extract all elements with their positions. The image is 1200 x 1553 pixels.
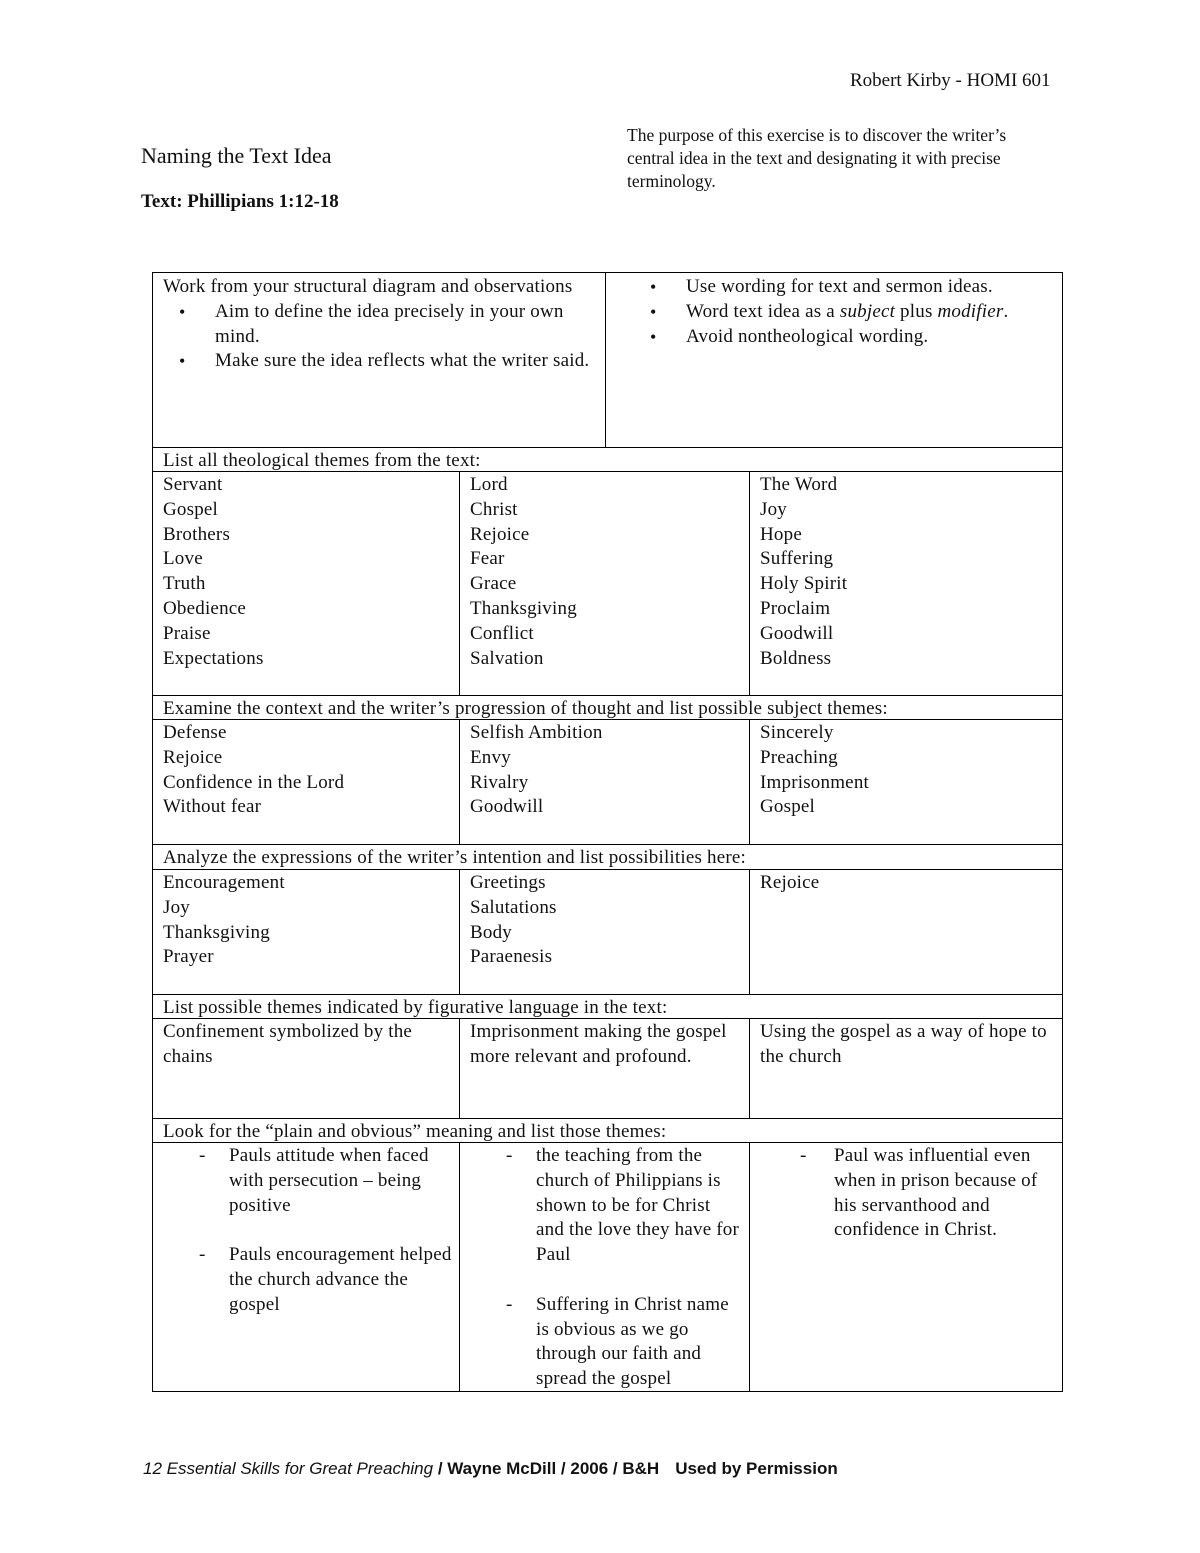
list-item: Defense: [163, 722, 227, 743]
list-item: Gospel: [163, 498, 219, 520]
plain-col-2: [460, 1142, 749, 1392]
footer-book-title: 12 Essential Skills for Great Preaching: [143, 1459, 434, 1478]
list-item: Prayer: [163, 946, 214, 968]
instruction-bullet: • Avoid nontheological wording.: [686, 325, 1051, 350]
list-item: Lord: [470, 474, 508, 495]
list-item: Goodwill: [760, 622, 834, 644]
list-item: Joy: [760, 498, 787, 520]
instruction-bullet: • Word text idea as a subject plus modifier.: [686, 300, 1051, 325]
themes-heading: List all theological themes from the text:: [163, 450, 481, 471]
figurative-col-2: Imprisonment making the gospel more relevant and profound.: [470, 1021, 727, 1067]
list-item: Rivalry: [470, 771, 529, 793]
purpose-statement: The purpose of this exercise is to discover the writer’s central idea in the text and designating it with precise terminology.: [627, 125, 1007, 191]
list-item: Sincerely: [760, 722, 834, 743]
footer-permission: Used by Permission: [675, 1459, 838, 1478]
list-item: Encouragement: [163, 872, 285, 893]
instructions-right-bullets: [616, 275, 1051, 349]
plain-col-3: [750, 1142, 1061, 1392]
figurative-col-3: Using the gospel as a way of hope to the church: [760, 1021, 1047, 1067]
worksheet-table: [152, 272, 1063, 1392]
footer-publication: / Wayne McDill / 2006 / B&H: [433, 1459, 660, 1478]
instruction-bullet: • Use wording for text and sermon ideas.: [686, 275, 1051, 300]
themes-col-2: [460, 471, 749, 695]
list-item: Goodwill: [470, 796, 544, 818]
list-item: Christ: [470, 498, 518, 520]
intention-col-2: [460, 869, 749, 994]
list-item: - Paul was influential even when in prison because of his servanthood and confidence in Christ.: [764, 1144, 1055, 1243]
list-item: - the teaching from the church of Philippians is shown to be for Christ and the love they have for Paul: [470, 1144, 743, 1268]
text-reference: Text: Phillipians 1:12-18: [141, 191, 339, 212]
context-col-3: [750, 719, 1061, 844]
themes-col-3: [750, 471, 1061, 695]
list-item: Thanksgiving: [163, 921, 270, 943]
instructions-left-bullets: [163, 300, 595, 374]
list-item: Proclaim: [760, 597, 831, 619]
list-item: Without fear: [163, 796, 262, 818]
instructions-right: [606, 273, 1061, 447]
intention-col-1: [153, 869, 459, 994]
list-item: Joy: [163, 896, 190, 918]
list-item: Envy: [470, 746, 511, 768]
plain-col-1: [153, 1142, 459, 1392]
list-item: Body: [470, 921, 512, 943]
plain-heading: Look for the “plain and obvious” meaning and list those themes:: [163, 1121, 667, 1142]
list-item: Salvation: [470, 647, 544, 669]
list-item: Servant: [163, 474, 223, 495]
intention-heading: Analyze the expressions of the writer’s intention and list possibilities here:: [163, 847, 747, 868]
list-item: Expectations: [163, 647, 264, 669]
list-item: Selfish Ambition: [470, 722, 603, 743]
instruction-bullet: • Aim to define the idea precisely in your own mind.: [215, 300, 595, 350]
figurative-col-1: Confinement symbolized by the chains: [163, 1021, 413, 1067]
list-item: Rejoice: [470, 523, 530, 545]
list-item: The Word: [760, 474, 838, 495]
instructions-intro: Work from your structural diagram and observations: [163, 276, 573, 297]
themes-col-1: [153, 471, 459, 695]
instruction-bullet: • Make sure the idea reflects what the writer said.: [215, 349, 595, 374]
list-item: Holy Spirit: [760, 573, 848, 595]
author-line: Robert Kirby - HOMI 601: [850, 70, 1051, 91]
list-item: Imprisonment: [760, 771, 869, 793]
list-item: Thanksgiving: [470, 597, 577, 619]
list-item: Love: [163, 548, 203, 570]
list-item: Gospel: [760, 796, 816, 818]
list-item: Suffering: [760, 548, 834, 570]
context-heading: Examine the context and the writer’s progression of thought and list possible subject themes:: [163, 698, 888, 719]
context-col-2: [460, 719, 749, 844]
list-item: Fear: [470, 548, 505, 570]
intention-col-3: [750, 869, 1061, 994]
list-item: Conflict: [470, 622, 534, 644]
page-title: Naming the Text Idea: [141, 143, 332, 168]
list-item: Confidence in the Lord: [163, 771, 345, 793]
footer-citation: [143, 1459, 838, 1479]
list-item: - Pauls attitude when faced with persecution – being positive: [163, 1144, 453, 1218]
figurative-heading: List possible themes indicated by figurative language in the text:: [163, 997, 668, 1018]
list-item: Boldness: [760, 647, 832, 669]
list-item: Hope: [760, 523, 802, 545]
list-item: Salutations: [470, 896, 557, 918]
list-item: Preaching: [760, 746, 838, 768]
instructions-left: [153, 273, 605, 447]
list-item: - Pauls encouragement helped the church advance the gospel: [163, 1243, 453, 1317]
list-item: Rejoice: [163, 746, 223, 768]
context-col-1: [153, 719, 459, 844]
list-item: Obedience: [163, 597, 247, 619]
list-item: Greetings: [470, 872, 546, 893]
list-item: - Suffering in Christ name is obvious as we go through our faith and spread the gospel: [470, 1293, 743, 1392]
list-item: Brothers: [163, 523, 231, 545]
list-item: Paraenesis: [470, 946, 553, 968]
list-item: Grace: [470, 573, 517, 595]
list-item: Truth: [163, 573, 206, 595]
list-item: Rejoice: [760, 872, 820, 893]
list-item: Praise: [163, 622, 211, 644]
